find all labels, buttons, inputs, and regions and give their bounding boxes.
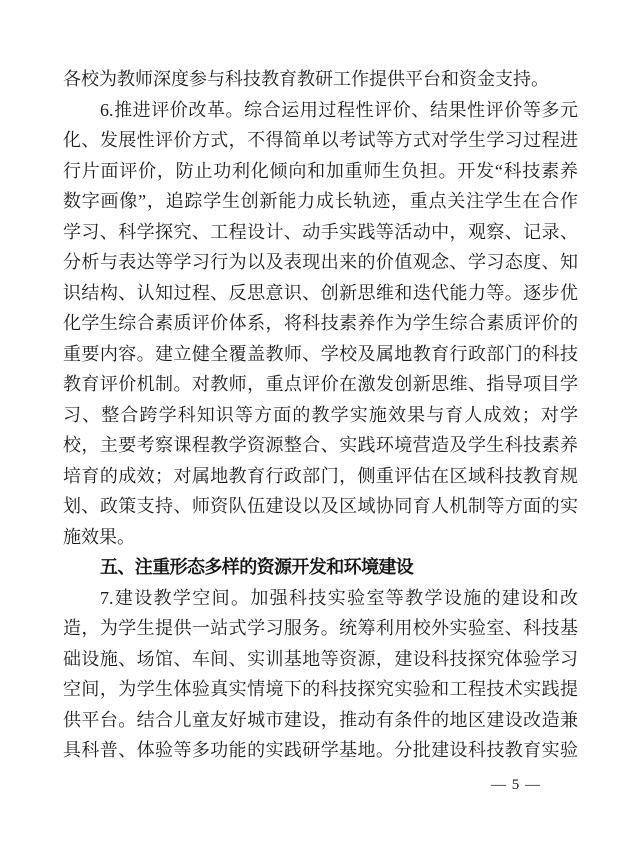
text-line: 础设施、场馆、车间、实训基地等资源，建设科技探究体验学习 <box>63 648 578 669</box>
text-line: 造，为学生提供一站式学习服务。统筹利用校外实验室、科技基 <box>63 618 578 638</box>
text-line: 化学生综合素质评价体系，将科技素养作为学生综合素质评价的 <box>63 313 578 333</box>
text-line: 6.推进评价改革。综合运用过程性评价、结果性评价等多元 <box>100 99 578 120</box>
text-line: 校，主要考察课程教学资源整合、实践环境营造及学生科技素养 <box>63 435 578 455</box>
document-body <box>63 64 578 766</box>
text-line: 供平台。结合儿童友好城市建设，推动有条件的地区建设改造兼 <box>63 709 578 730</box>
text-line: 习、整合跨学科知识等方面的教学实施效果与育人成效；对学 <box>63 404 578 425</box>
text-line: 施效果。 <box>63 526 135 547</box>
text-line: 空间，为学生体验真实情境下的科技探究实验和工程技术实践提 <box>63 679 578 699</box>
text-line: 数字画像”，追踪学生创新能力成长轨迹，重点关注学生在合作 <box>63 191 578 211</box>
text-line: 识结构、认知过程、反思意识、创新思维和迭代能力等。逐步优 <box>63 282 578 303</box>
section-heading: 五、注重形态多样的资源开发和环境建设 <box>100 557 414 577</box>
text-line: 学习、科学探究、工程设计、动手实践等活动中，观察、记录、 <box>63 221 578 242</box>
page-number: — 5 — <box>491 777 541 793</box>
text-line: 教育评价机制。对教师，重点评价在激发创新思维、指导项目学 <box>63 374 578 394</box>
text-line: 行片面评价，防止功利化倾向和加重师生负担。开发“科技素养 <box>63 160 578 181</box>
text-line: 7.建设教学空间。加强科技实验室等教学设施的建设和改 <box>100 587 578 608</box>
text-line: 培育的成效；对属地教育行政部门，侧重评估在区域科技教育规 <box>63 465 578 486</box>
text-line: 各校为教师深度参与科技教育教研工作提供平台和资金支持。 <box>63 69 549 89</box>
text-line: 分析与表达等学习行为以及表现出来的价值观念、学习态度、知 <box>63 252 578 272</box>
text-line: 重要内容。建立健全覆盖教师、学校及属地教育行政部门的科技 <box>63 343 578 364</box>
text-line: 具科普、体验等多功能的实践研学基地。分批建设科技教育实验 <box>63 740 578 760</box>
text-line: 划、政策支持、师资队伍建设以及区域协同育人机制等方面的实 <box>63 496 578 516</box>
text-line: 化、发展性评价方式，不得简单以考试等方式对学生学习过程进 <box>63 130 578 150</box>
